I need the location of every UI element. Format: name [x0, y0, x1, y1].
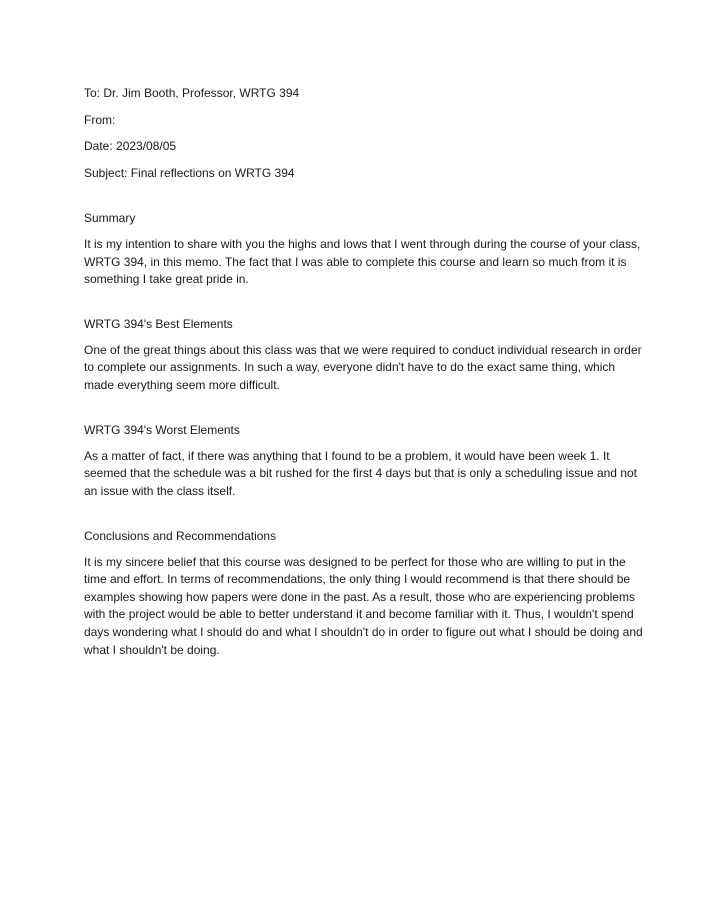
- section-body: It is my intention to share with you the highs and lows that I went through during the course of your class, WRTG 394, in this memo. The fact that I was able to complete this course and learn so much from it is something I take great pride in.: [84, 236, 641, 287]
- memo-to-line: To: Dr. Jim Booth, Professor, WRTG 394: [84, 86, 300, 100]
- memo-subject-line: Subject: Final reflections on WRTG 394: [84, 165, 295, 180]
- section-heading: WRTG 394's Best Elements: [84, 317, 233, 332]
- memo-content: [84, 85, 644, 659]
- section-body: As a matter of fact, if there was anything that I found to be a problem, it would have been week 1. It seemed that the schedule was a bit rushed for the first 4 days but that is only a scheduling issue and not an issue with the class itself.: [84, 448, 637, 498]
- section-summary: [84, 210, 644, 288]
- section-heading: Conclusions and Recommendations: [84, 529, 277, 543]
- section-body: One of the great things about this class was that we were required to conduct individual research in order to complete our assignments. In such a way, everyone didn't have to do the exact same thing, which made everything seem more difficult.: [84, 342, 642, 393]
- memo-header: [84, 85, 644, 182]
- section-worst-elements: [84, 422, 644, 500]
- section-heading: WRTG 394's Worst Elements: [84, 423, 240, 438]
- section-conclusions: [84, 528, 644, 659]
- section-best-elements: [84, 316, 644, 394]
- section-heading: Summary: [84, 211, 136, 226]
- memo-date-line: Date: 2023/08/05: [84, 139, 177, 154]
- memo-from-line: From:: [84, 112, 116, 127]
- section-body: It is my sincere belief that this course was designed to be perfect for those who are willing to put in the time and effort. In terms of recommendations, the only thing I would recommend is that there should be examples showing how papers were done in the past. As a result, those who are experiencing problems with the project would be able to better understand it and become familiar with it. Thus, I wouldn't spend days wondering what I should do and what I shouldn't do in order to figure out what I should be doing and what I shouldn't be doing.: [84, 554, 643, 657]
